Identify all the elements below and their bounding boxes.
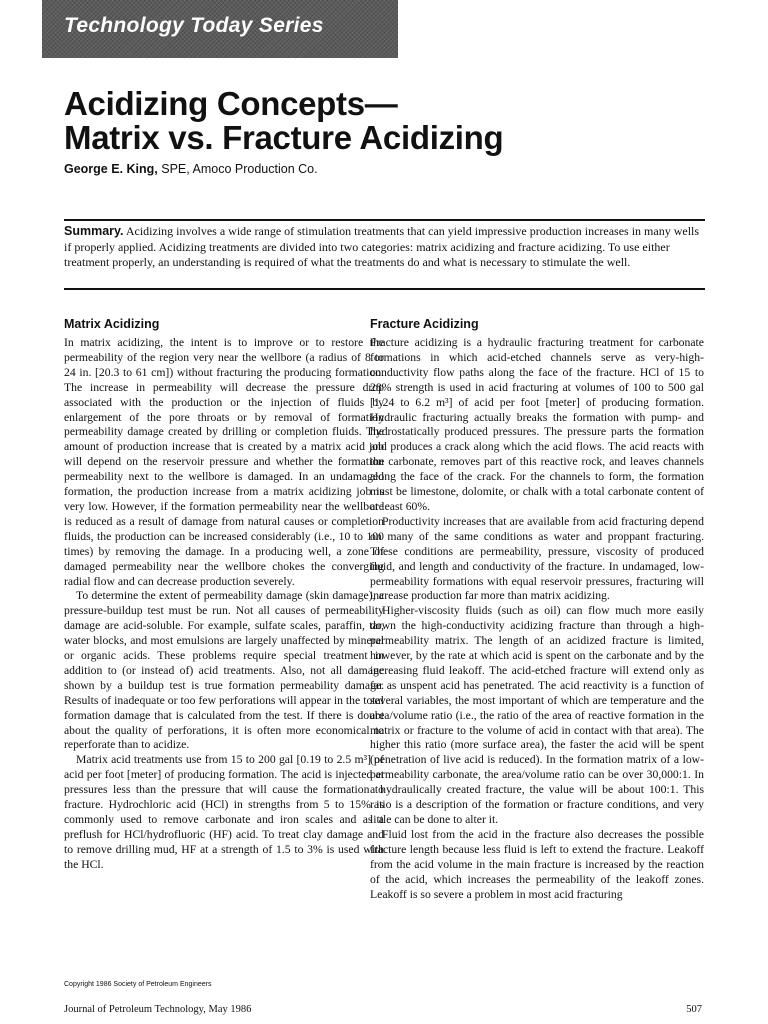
matrix-acidizing-heading: Matrix Acidizing bbox=[64, 317, 160, 331]
article-title-line-1: Acidizing Concepts— bbox=[64, 85, 398, 122]
copyright-notice: Copyright 1986 Society of Petroleum Engineers bbox=[64, 981, 212, 988]
matrix-acidizing-column bbox=[64, 316, 384, 873]
summary-top-rule bbox=[64, 219, 705, 221]
fracture-paragraph-4: Fluid lost from the acid in the fracture also decreases the possible fracture length because less fluid is left to extend the fracture. Leakoff from the acid volume in the main fracture is increased by the reaction of the acid, which increases the permeability of the leakoff zones. Leakoff is so severe a problem in most acid fracturing bbox=[370, 827, 704, 901]
series-banner bbox=[42, 0, 398, 58]
fracture-acidizing-column bbox=[370, 316, 704, 902]
author-name: George E. King, bbox=[64, 162, 158, 176]
fracture-paragraph-2: Productivity increases that are available from acid fracturing depend on many of the same conditions as water and proppant fracturing. These conditions are permeability, pressure, viscosity of produced fluid, and length and conductivity of the fracture. In undamaged, low-permeability formations with equal reservoir pressures, fracturing will increase production far more than matrix acidizing. bbox=[370, 514, 704, 603]
journal-citation: Journal of Petroleum Technology, May 1986 bbox=[64, 1004, 252, 1015]
summary-block bbox=[64, 224, 705, 271]
summary-label: Summary. bbox=[64, 224, 124, 238]
page-number: 507 bbox=[686, 1004, 702, 1015]
matrix-paragraph-2: To determine the extent of permeability damage (skin damage), a pressure-buildup test must be run. Not all causes of permeability damage are acid-soluble. For example, sulfate scales, paraffin, tar, water blocks, and most emulsions are largely unaffected by mineral or organic acids. These problems require special treatment in addition to (or instead of) acid treatments. Also, not all damage shown by a buildup test is true formation permeability damage. Results of inadequate or too few perforations will appear in the total formation damage that is calculated from the test. If there is doubt about the quality of perforations, it is often more economical to reperforate than to acidize. bbox=[64, 589, 384, 752]
summary-text: Acidizing involves a wide range of stimulation treatments that can yield impressive production increases in many wells if properly applied. Acidizing treatments are divided into two categories: matrix acidizing and fracture acidizing. To use either treatment properly, an understanding is required of what the treatments do and what is necessary to stimulate the well. bbox=[64, 224, 700, 270]
fracture-acidizing-heading: Fracture Acidizing bbox=[370, 317, 479, 331]
fracture-paragraph-3: Higher-viscosity fluids (such as oil) can flow much more easily down the high-conductivity acidizing fracture than through a high-permeability matrix. The length of an acidized fracture is limited, however, by the rate at which acid is spent on the carbonate and by the increasing fluid leakoff. The acid-etched fracture will extend only as far as unspent acid has penetrated. The acid reactivity is a function of several variables, the most important of which are temperature and the area/volume ratio (i.e., the ratio of the area of reactive formation in the matrix or fracture to the volume of acid in contact with that area). The higher this ratio (more surface area), the faster the acid will be spent (penetration of live acid is reduced). In the formation matrix of a low-permeability carbonate, the area/volume ratio can be over 30,000:1. In a hydraulically created fracture, the value will be about 100:1. This ratio is a description of the formation or fracture conditions, and very little can be done to alter it. bbox=[370, 604, 704, 826]
matrix-paragraph-3: Matrix acid treatments use from 15 to 200 gal [0.19 to 2.5 m³] of acid per foot [meter] of producing formation. The acid is injected at pressures less than the pressure that will cause the formation to fracture. Hydrochloric acid (HCl) in strengths from 5 to 15% is commonly used to remove carbonate and iron scales and as a preflush for HCl/hydrofluoric (HF) acid. To treat clay damage and to remove drilling mud, HF at a strength of 1.5 to 3% is used with the HCl. bbox=[64, 753, 384, 871]
summary-bottom-rule bbox=[64, 288, 705, 290]
fracture-paragraph-1: Fracture acidizing is a hydraulic fracturing treatment for carbonate formations in which acid-etched channels serve as very-high-conductivity flow paths along the face of the fracture. HCl of 15 to 28% strength is used in acid fracturing at volumes of 100 to 500 gal [1.24 to 6.2 m³] of acid per foot [meter] of producing formation. Hydraulic fracturing actually breaks the formation with pump- and hydrostatically produced pressures. The pressure parts the formation and produces a crack along which the acid flows. The acid reacts with the carbonate, removes part of this reactive rock, and leaves channels along the face of the crack. For the channels to form, the formation must be limestone, dolomite, or chalk with a total carbonate content of at least 60%. bbox=[370, 336, 704, 513]
author-affiliation: SPE, Amoco Production Co. bbox=[161, 162, 318, 176]
article-title-line-2: Matrix vs. Fracture Acidizing bbox=[64, 119, 504, 156]
article-title bbox=[64, 87, 503, 155]
series-banner-text: Technology Today Series bbox=[64, 14, 324, 37]
byline bbox=[64, 162, 318, 176]
matrix-paragraph-1: In matrix acidizing, the intent is to improve or to restore the permeability of the region very near the wellbore (a radius of 8 to 24 in. [20.3 to 61 cm]) without fracturing the producing formation. The increase in permeability will decrease the pressure drop associated with the production or the injection of fluids by enlargement of the pore throats or by removal of formation permeability damage created by drilling or completion fluids. The amount of production increase that is created by a matrix acid job will depend on the reservoir pressure and whether the formation permeability next to the wellbore is damaged. In an undamaged formation, the production increase from a matrix acidizing job is very low. However, if the formation permeability near the wellbore is reduced as a result of damage from natural causes or completion fluids, the production can be increased considerably (i.e., 10 to 100 times) by removing the damage. In a producing well, a zone of damaged permeability near the wellbore chokes the converging radial flow and can decrease production severely. bbox=[64, 336, 384, 588]
